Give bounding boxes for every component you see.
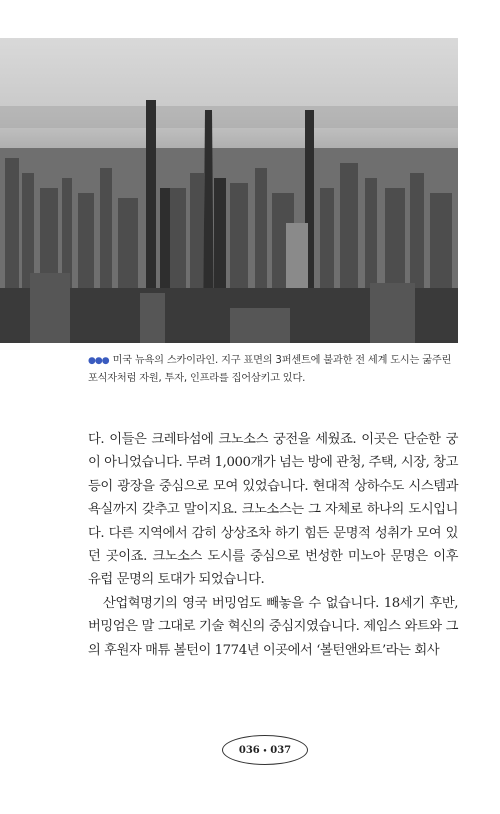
body-text (88, 428, 458, 662)
page-separator: • (262, 745, 268, 755)
paragraph: 산업혁명기의 영국 버밍엄도 빼놓을 수 없습니다. 18세기 후반, 버밍엄은 말 그대로 기술 혁신의 중심지였습니다. 제임스 와트와 그의 후원자 매튜 볼턴이 1774년 이곳에서 ‘볼턴앤와트’라는 회사 (88, 595, 458, 658)
left-page-number: 036 (238, 744, 260, 756)
caption-text: 미국 뉴욕의 스카이라인. 지구 표면의 3퍼센트에 불과한 전 세계 도시는 굶주린 포식자처럼 자원, 투자, 인프라를 집어삼키고 있다. (88, 355, 452, 384)
right-page-number: 037 (270, 744, 292, 756)
caption-marker: ●●● (88, 356, 109, 366)
city-skyline-photo (0, 38, 458, 343)
paragraph: 다. 이들은 크레타섬에 크노소스 궁전을 세웠죠. 이곳은 단순한 궁이 아니었습니다. 무려 1,000개가 넘는 방에 관청, 주택, 시장, 창고 등이 광장을 중심으로 모여 있었습니다. 현대적 상하수도 시스템과 욕실까지 갖추고 말이지요. 크노소스는 그 자체로 하나의 도시입니다. 다른 지역에서 감히 상상조차 하기 힘든 문명적 성취가 모여 있던 곳이죠. 크노소스 도시를 중심으로 번성한 미노아 문명은 이후 유럽 문명의 토대가 되었습니다. (88, 432, 458, 588)
photo-caption (88, 352, 458, 387)
page-number-badge (222, 735, 308, 765)
